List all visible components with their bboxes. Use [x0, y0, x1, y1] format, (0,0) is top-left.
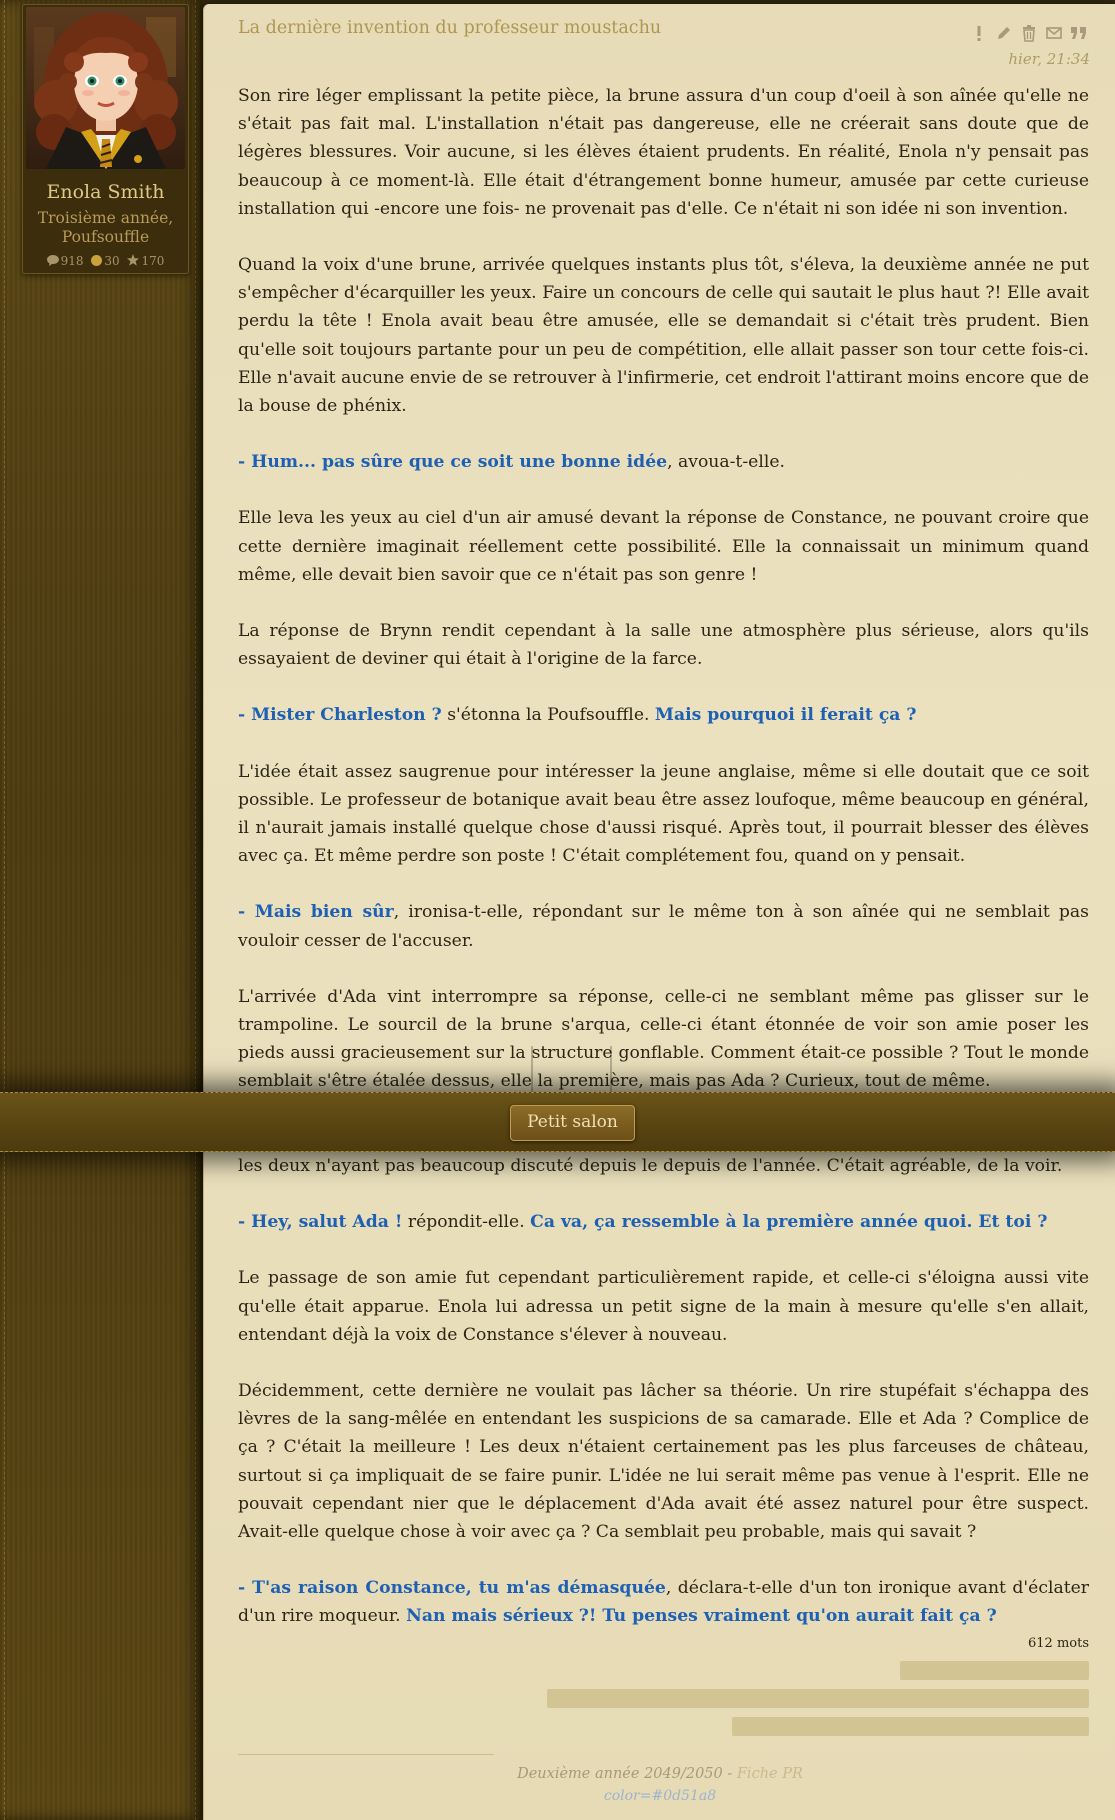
- profile-rank-line1: Troisième année,: [37, 209, 174, 227]
- profile-sidebar: [0, 0, 204, 1820]
- paragraph: [238, 1208, 1089, 1236]
- blurred-line: [900, 1661, 1089, 1680]
- narration: , avoua-t-elle.: [667, 452, 785, 473]
- location-button[interactable]: Petit salon: [510, 1105, 635, 1141]
- speech-bubble-icon: [47, 255, 59, 266]
- post-title[interactable]: La dernière invention du professeur moustachu: [238, 18, 662, 38]
- post-container: [203, 4, 1115, 1820]
- signature-divider: [238, 1754, 494, 1755]
- avatar[interactable]: [26, 7, 185, 169]
- coins-stat: [91, 254, 119, 268]
- paragraph: L'arrivée d'Ada vint interrompre sa réponse, celle-ci ne semblant même pas glisser sur le trampoline. Le sourcil de la brune s'arqua, celle-ci étant étonnée de voir son amie poser les pieds aussi gracieusement sur la structure gonflable. Comment était-ce possible ? Tout le monde semblait s'être étalée dessus, elle la première, mais pas Ada ? Curieux, tout de même.: [238, 986, 1089, 1092]
- coins-count: 30: [104, 254, 120, 268]
- dialog-line: - Hey, salut Ada !: [238, 1212, 403, 1233]
- dialog-line: - Hum... pas sûre que ce soit une bonne idée: [238, 452, 668, 473]
- bar-shadow-left: [531, 1046, 533, 1092]
- post-body-lower: [238, 1152, 1089, 1659]
- messages-count: 918: [60, 254, 84, 268]
- warning-icon[interactable]: [970, 24, 988, 42]
- blurred-line: [732, 1717, 1089, 1736]
- narration: , ironisa-t-elle, répondant sur le même ton à son aînée qui ne semblait pas vouloir cesser de l'accuser.: [238, 902, 1089, 951]
- paragraph: Décidemment, cette dernière ne voulait pas lâcher sa théorie. Un rire stupéfait s'échappa des lèvres de la sang-mêlée en entendant les suspicions de sa camarade. Elle et Ada ? Complice de ça ? C'était la meilleure ! Les deux n'étaient certainement pas les plus farceuses de château, surtout si ça impliquait de se faire punir. L'idée ne lui serait même pas venue à l'esprit. Elle ne pouvait cependant nier que le déplacement d'Ada avait été assez naturel pour être suspect. Avait-elle quelque chose à voir avec ça ? Ca semblait peu probable, mais qui savait ?: [238, 1381, 1089, 1543]
- blurred-line: [547, 1689, 1089, 1708]
- floating-location-bar: [0, 1092, 1115, 1152]
- signature-link[interactable]: Fiche PR: [736, 1766, 803, 1782]
- post-body: [238, 82, 1089, 1092]
- paragraph: [238, 701, 1089, 729]
- narration: répondit-elle.: [402, 1212, 531, 1233]
- points-count: 170: [141, 254, 165, 268]
- coin-icon: [91, 255, 102, 266]
- quote-icon[interactable]: [1070, 24, 1088, 42]
- post-actions: [970, 24, 1088, 42]
- profile-rank-line2: Poufsouffle: [61, 228, 150, 246]
- message-icon[interactable]: [1045, 24, 1063, 42]
- dialog-line: - Mister Charleston ?: [238, 705, 442, 726]
- messages-stat: [47, 254, 84, 268]
- profile-stats: [23, 254, 188, 268]
- paragraph: [238, 898, 1089, 954]
- signature-code: color=#0d51a8: [603, 1788, 717, 1804]
- profile-name[interactable]: Enola Smith: [46, 181, 165, 203]
- profile-card: [22, 4, 189, 274]
- bar-shadow-right: [610, 1046, 612, 1092]
- signature: [204, 1766, 1115, 1782]
- dialog-line: - Mais bien sûr: [238, 902, 394, 923]
- paragraph: [238, 448, 1089, 476]
- star-icon: [127, 254, 139, 266]
- narration: , déclara-t-elle d'un ton ironique avant d'éclater d'un rire moqueur.: [238, 1578, 1089, 1627]
- narration: s'étonna la Poufsouffle.: [441, 705, 655, 726]
- paragraph: Son rire léger emplissant la petite pièce, la brune assura d'un coup d'oeil à son aînée qu'elle ne s'était pas fait mal. L'installation n'était pas dangereuse, elle ne créerait sans doute que de légères blessures. Voir aucune, si les élèves étaient prudents. En réalité, Enola n'y pensait pas beaucoup à ce moment-là. Elle était d'étrangement bonne humeur, amusée par cette curieuse installation qui -encore une fois- ne provenait pas d'elle. Ce n'était ni son idée ni son invention.: [238, 86, 1089, 219]
- paragraph: Quand la voix d'une brune, arrivée quelques instants plus tôt, s'éleva, la deuxième année ne put s'empêcher d'écarquiller les yeux. Faire un concours de celle qui sautait le plus haut ?! Elle avait perdu la tête ! Enola avait beau être amusée, elle se demandait si c'était très prudent. Bien qu'elle soit toujours partante pour un peu de compétition, elle allait passer son tour cette fois-ci. Elle n'avait aucune envie de se retrouver à l'infirmerie, cet endroit l'attirant moins encore que de la bouse de phénix.: [238, 255, 1089, 417]
- word-count: 612 mots: [1028, 1636, 1089, 1651]
- paragraph: les deux n'ayant pas beaucoup discuté depuis le depuis de l'année. C'était agréable, de la voir.: [238, 1156, 1063, 1176]
- paragraph: La réponse de Brynn rendit cependant à la salle une atmosphère plus sérieuse, alors qu'ils essayaient de deviner qui était à l'origine de la farce.: [238, 621, 1089, 670]
- dialog-line: Nan mais sérieux ?! Tu penses vraiment qu'on aurait fait ça ?: [406, 1606, 997, 1627]
- paragraph: Le passage de son amie fut cependant particulièrement rapide, et celle-ci s'éloigna aussi vite qu'elle était apparue. Enola lui adressa un petit signe de la main à mesure qu'elle s'en allait, entendant déjà la voix de Constance s'élever à nouveau.: [238, 1268, 1089, 1345]
- profile-rank: [23, 209, 188, 247]
- paragraph: Elle leva les yeux au ciel d'un air amusé devant la réponse de Constance, ne pouvant croire que cette dernière imaginait réellement cette possibilité. Elle la connaissait un minimum quand même, elle devait bien savoir que ce n'était pas son genre !: [238, 508, 1089, 585]
- edit-icon[interactable]: [995, 24, 1013, 42]
- post-date: hier, 21:34: [1008, 50, 1090, 68]
- dialog-line: Mais pourquoi il ferait ça ?: [654, 705, 917, 726]
- dialog-line: - T'as raison Constance, tu m'as démasquée: [238, 1578, 666, 1599]
- signature-text: Deuxième année 2049/2050 -: [517, 1766, 737, 1782]
- paragraph: L'idée était assez saugrenue pour intéresser la jeune anglaise, même si elle doutait que ce soit possible. Le professeur de botanique avait beau être assez loufoque, même beaucoup en général, il n'aurait jamais installé quelque chose d'aussi risqué. Après tout, il pourrait blesser des élèves avec ça. Et même perdre son poste ! C'était complétement fou, quand on y pensait.: [238, 761, 1089, 867]
- dialog-line: Ca va, ça ressemble à la première année quoi. Et toi ?: [530, 1212, 1048, 1233]
- paragraph: [238, 1574, 1089, 1630]
- points-stat: [127, 254, 164, 268]
- delete-icon[interactable]: [1020, 24, 1038, 42]
